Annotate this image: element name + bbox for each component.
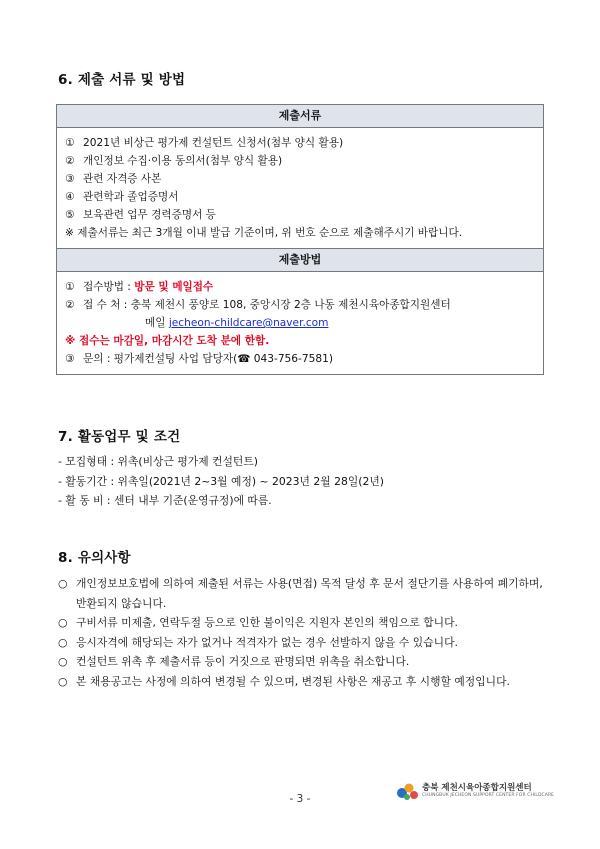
method-header: 제출방법 <box>57 249 544 272</box>
doc-item: ② 개인정보 수집·이용 동의서(첨부 양식 활용) <box>65 155 283 167</box>
method-body <box>57 272 544 375</box>
list-item: ○ 구비서류 미제출, 연락두절 등으로 인한 불이익은 지원자 본인의 책임으로 합니다. <box>58 616 458 629</box>
list-item: - 활동기간 : 위촉일(2021년 2~3월 예정) ~ 2023년 2월 28일(2년) <box>58 474 384 488</box>
logo-subtitle: CHUNGBUK JECHEON SUPPORT CENTER FOR CHILDCARE <box>422 793 555 798</box>
doc-item: ① 2021년 비상근 평가제 컨설턴트 신청서(첨부 양식 활용) <box>65 137 344 149</box>
section-6-title: 6. 제출 서류 및 방법 <box>58 72 186 88</box>
docs-body <box>57 128 544 249</box>
method-value: 방문 및 메일접수 <box>134 281 214 293</box>
list-item: ○ 본 채용공고는 사정에 의하여 변경될 수 있으며, 변경된 사항은 재공고 후 시행할 예정입니다. <box>58 674 510 688</box>
activity-list <box>58 452 384 511</box>
email-line: 메일 jecheon-childcare@naver.com <box>145 317 329 329</box>
method-item-3: ③ 문의 : 평가제컨설팅 사업 담당자(☎ 043-756-7581) <box>65 353 333 365</box>
doc-item: ⑤ 보육관련 업무 경력증명서 등 <box>65 209 216 221</box>
docs-note: ※ 제출서류는 최근 3개월 이내 발급 기준이며, 위 번호 순으로 제출해주시기 바랍니다. <box>65 227 463 239</box>
deadline-note: ※ 접수는 마감일, 마감시간 도착 분에 한함. <box>65 335 270 347</box>
section-8-title: 8. 유의사항 <box>58 550 131 566</box>
email-link[interactable]: jecheon-childcare@naver.com <box>168 317 329 329</box>
submission-docs-table <box>56 104 544 375</box>
list-item: - 활 동 비 : 센터 내부 기준(운영규정)에 따름. <box>58 494 272 507</box>
list-item: ○ 컨설턴트 위촉 후 제출서류 등이 거짓으로 판명되면 위촉을 취소합니다. <box>58 655 410 668</box>
doc-item: ④ 관련학과 졸업증명서 <box>65 191 179 203</box>
docs-header: 제출서류 <box>57 105 544 128</box>
method-item-1: ① 접수방법 : 방문 및 메일접수 <box>65 281 214 293</box>
page-number: - 3 - <box>289 793 311 805</box>
doc-item: ③ 관련 자격증 사본 <box>65 173 162 185</box>
list-item: - 모집형태 : 위촉(비상근 평가제 컨설턴트) <box>58 455 258 468</box>
list-item: ○ 개인정보보호법에 의하여 제출된 서류는 사용(면접) 목적 달성 후 문서 절단기를 사용하여 폐기하며, 반환되지 않습니다. <box>58 577 543 610</box>
logo-name: 충북 제천시육아종합지원센터 <box>422 783 532 793</box>
list-item: ○ 응시자격에 해당되는 자가 없거나 적격자가 없는 경우 선발하지 않을 수 있습니다. <box>58 635 458 649</box>
method-item-2: ② 접 수 처 : 충북 제천시 풍양로 108, 중앙시장 2층 나동 제천시육아종합지원센터 <box>65 299 451 311</box>
section-7-title: 7. 활동업무 및 조건 <box>58 429 181 445</box>
notice-list <box>58 574 548 691</box>
